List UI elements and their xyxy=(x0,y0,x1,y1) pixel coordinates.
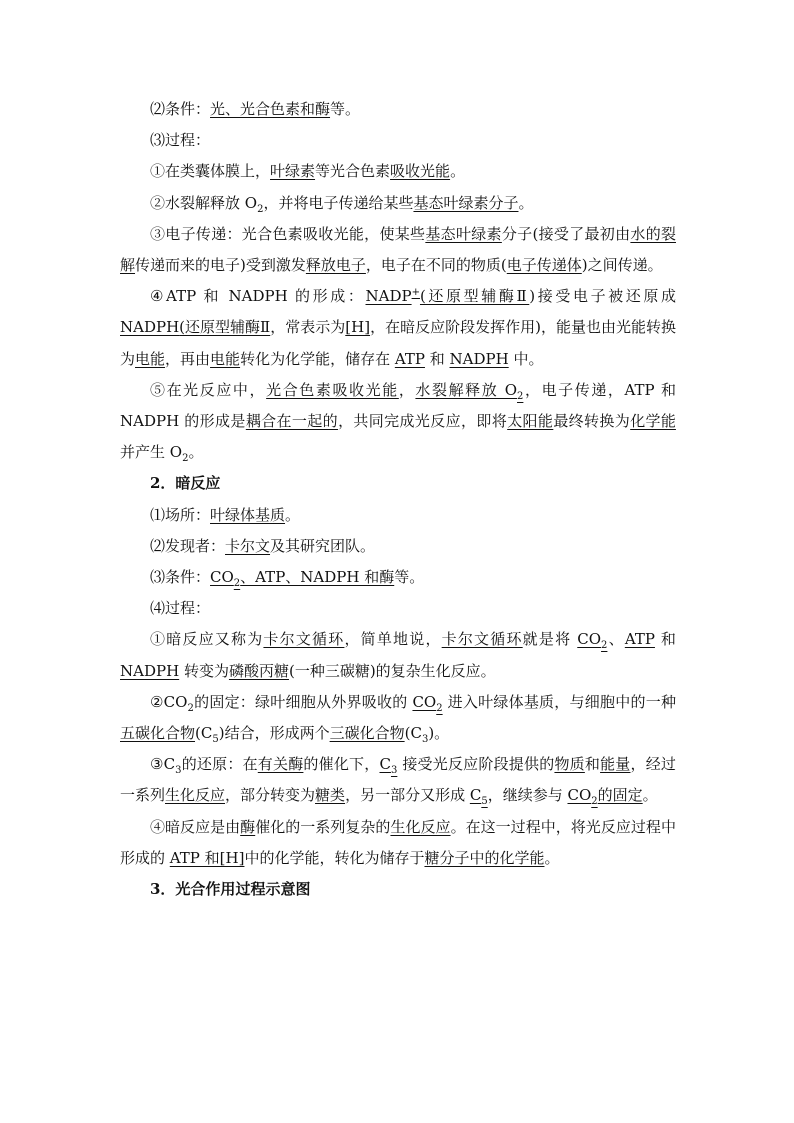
underlined-term: 3 xyxy=(390,765,398,777)
underlined-term: NADPH xyxy=(120,661,180,680)
underlined-term: 化学能 xyxy=(630,412,676,431)
underlined-term: 2 xyxy=(517,390,524,402)
text-segment: ③电子传递：光合色素吸收光能，使某些 xyxy=(150,224,426,243)
paragraph xyxy=(120,531,676,562)
text-segment: 转化为化学能，储存在 xyxy=(240,349,395,368)
underlined-term: 三碳化合物 xyxy=(329,724,405,743)
text-segment: 等。 xyxy=(330,100,361,118)
underlined-term: 叶绿素 xyxy=(270,162,316,181)
text-segment: ，简单地说， xyxy=(344,630,442,649)
underlined-term: NADPH xyxy=(449,349,509,368)
text-segment: (一种三碳糖)的复杂生化反应。 xyxy=(288,661,496,680)
text-segment: 2 xyxy=(187,702,194,714)
text-segment: )结合，形成两个 xyxy=(218,724,330,743)
text-segment: 。在这一过程中，将光反应过程中形成的 xyxy=(120,817,676,867)
text-segment: )接受电子被还原成 xyxy=(529,287,676,306)
underlined-term: 释放电子 xyxy=(305,256,366,275)
paragraph xyxy=(120,624,676,686)
underlined-term: 卡尔文循环 xyxy=(441,630,523,649)
text-segment: 2 xyxy=(257,203,264,215)
underlined-term: 生化反应 xyxy=(390,817,451,836)
underlined-term: CO xyxy=(210,568,234,587)
underlined-term: 耦合在一起的 xyxy=(245,412,339,431)
text-segment: ④ATP 和 NADPH 的形成： xyxy=(150,287,366,306)
underlined-term: CO xyxy=(412,692,437,711)
underlined-term: 、ATP、NADPH 和酶 xyxy=(240,568,395,587)
text-segment: 。 xyxy=(450,162,466,181)
underlined-term: 基态叶绿素分子 xyxy=(413,193,519,212)
text-segment: ①暗反应又称为 xyxy=(150,630,264,649)
underlined-term: [H] xyxy=(345,318,371,337)
text-segment: ， xyxy=(398,380,416,399)
text-segment: 最终转换为 xyxy=(553,412,631,431)
paragraph xyxy=(120,812,676,874)
text-segment: 。 xyxy=(518,193,534,212)
underlined-term: (还原型辅酶Ⅱ xyxy=(179,318,271,337)
text-segment: ，电子传递，ATP 和 NADPH 的形成是 xyxy=(120,380,676,431)
underlined-term: 卡尔文循环 xyxy=(263,630,345,649)
underlined-term: + xyxy=(411,287,420,299)
underlined-term: NADPH xyxy=(120,318,180,337)
text-segment: (C xyxy=(404,724,422,743)
text-segment: )。 xyxy=(428,724,450,743)
paragraph xyxy=(120,500,676,531)
text-segment: 3．光合作用过程示意图 xyxy=(150,880,311,899)
underlined-term: 糖类 xyxy=(315,786,346,805)
text-segment: 和 xyxy=(584,755,601,774)
underlined-term: 能量 xyxy=(600,755,631,774)
text-segment: 接受光反应阶段提供的 xyxy=(397,755,555,774)
text-segment: ③C xyxy=(150,755,176,774)
text-segment: 。 xyxy=(285,505,301,524)
underlined-term: 物质 xyxy=(554,755,585,774)
underlined-term: 2 xyxy=(601,640,608,652)
underlined-term: ATP xyxy=(624,630,655,649)
text-segment: 3 xyxy=(175,765,182,777)
paragraph xyxy=(120,188,676,219)
text-segment: ，电子在不同的物质( xyxy=(365,256,507,275)
underlined-term: C xyxy=(379,755,391,774)
document-body xyxy=(120,94,676,905)
underlined-term: 五碳化合物 xyxy=(120,724,196,743)
underlined-term: ATP xyxy=(394,349,425,368)
underlined-term: 水裂解释放 O xyxy=(415,380,518,399)
text-segment: 等光合色素 xyxy=(315,162,391,181)
text-segment: 中的化学能，转化为储存于 xyxy=(244,848,425,867)
text-segment: 。 xyxy=(544,848,560,867)
paragraph xyxy=(120,219,676,281)
text-segment: 转变为 xyxy=(179,661,229,680)
underlined-term: 2 xyxy=(436,702,443,714)
text-segment: ②水裂解释放 O xyxy=(150,193,258,212)
text-segment: ，在暗反应阶段发挥作用)，能量也由光能转换为 xyxy=(120,318,676,368)
underlined-term: 2 xyxy=(591,796,598,808)
underlined-term: 光合色素吸收光能 xyxy=(266,380,399,399)
text-segment: ④暗反应是由 xyxy=(150,817,241,836)
underlined-term: 太阳能 xyxy=(507,412,554,431)
underlined-term: CO xyxy=(577,630,602,649)
section-heading xyxy=(120,874,676,905)
text-segment: ，经过一系列 xyxy=(120,755,676,805)
underlined-term: NADP xyxy=(365,287,412,306)
paragraph xyxy=(120,749,676,811)
text-segment: ，并将电子传递给某些 xyxy=(263,193,414,212)
paragraph xyxy=(120,593,676,624)
underlined-term: ATP 和[H] xyxy=(169,848,245,867)
text-segment: 2．暗反应 xyxy=(150,474,221,493)
underlined-term: 有关酶 xyxy=(257,755,304,774)
text-segment: ，继续参与 xyxy=(487,786,568,805)
text-segment: 就是将 xyxy=(522,630,578,649)
text-segment: 并产生 O xyxy=(120,443,183,462)
text-segment: 中。 xyxy=(508,349,544,368)
text-segment: 催化的一系列复杂的 xyxy=(255,817,391,836)
underlined-term: CO xyxy=(567,786,592,805)
paragraph xyxy=(120,94,676,125)
text-segment: 2 xyxy=(182,453,189,465)
underlined-term: 生化反应 xyxy=(165,786,226,805)
text-segment: ⑵发现者： xyxy=(150,536,226,555)
text-segment: 的固定：绿叶细胞从外界吸收的 xyxy=(193,692,413,711)
paragraph xyxy=(120,281,676,375)
text-segment: ⑶条件： xyxy=(150,568,211,587)
text-segment: 和 xyxy=(424,349,450,368)
underlined-term: 电能 xyxy=(135,349,166,368)
text-segment: ②CO xyxy=(150,692,188,711)
text-segment: 3 xyxy=(421,734,429,746)
underlined-term: 卡尔文 xyxy=(225,536,271,555)
text-segment: ⑤在光反应中， xyxy=(150,380,267,399)
text-segment: ⑴场所： xyxy=(150,505,211,524)
underlined-term: 2 xyxy=(233,578,241,590)
paragraph xyxy=(120,687,676,749)
underlined-term: 光、光合色素和酶 xyxy=(210,100,331,118)
underlined-term: (还原型辅酶Ⅱ xyxy=(419,287,530,306)
underlined-term: 糖分子中的化学能 xyxy=(424,848,545,867)
underlined-term: 基态叶绿素 xyxy=(425,224,502,243)
text-segment: ⑶过程： xyxy=(150,131,211,150)
underlined-term: 磷酸丙糖 xyxy=(228,661,289,680)
underlined-term: 电能 xyxy=(210,349,241,368)
text-segment: ①在类囊体膜上， xyxy=(150,162,271,181)
text-segment: 的催化下， xyxy=(303,755,380,774)
underlined-term: 酶 xyxy=(240,817,256,836)
text-segment: ，另一部分又形成 xyxy=(345,786,470,805)
text-segment: 进入叶绿体基质，与细胞中的一种 xyxy=(442,692,676,711)
text-segment: 的还原：在 xyxy=(181,755,258,774)
text-segment: 、 xyxy=(607,630,625,649)
text-segment: 。 xyxy=(642,786,658,805)
paragraph xyxy=(120,156,676,187)
text-segment: (C xyxy=(195,724,213,743)
text-segment: ，部分转变为 xyxy=(225,786,316,805)
text-segment: ，常表示为 xyxy=(270,318,346,337)
text-segment: 分子(接受了最初由 xyxy=(501,224,631,243)
text-segment: ，共同完成光反应，即将 xyxy=(338,412,508,431)
underlined-term: 叶绿体基质 xyxy=(210,505,286,524)
text-segment: )之间传递。 xyxy=(581,256,663,275)
text-segment: ⑷过程： xyxy=(150,599,211,618)
text-segment: ⑵条件： xyxy=(150,100,211,118)
paragraph xyxy=(120,562,676,593)
text-segment: 传递而来的电子)受到激发 xyxy=(135,256,306,275)
text-segment: 及其研究团队。 xyxy=(270,536,376,555)
underlined-term: 吸收光能 xyxy=(390,162,451,181)
underlined-term: 的固定 xyxy=(597,786,643,805)
paragraph xyxy=(120,375,676,469)
text-segment: 5 xyxy=(212,734,219,746)
text-segment: 和 xyxy=(654,630,676,649)
underlined-term: 水的裂解 xyxy=(120,224,676,275)
text-segment: 等。 xyxy=(394,568,425,587)
text-segment: 。 xyxy=(188,443,204,462)
underlined-term: 5 xyxy=(481,796,488,808)
text-segment: ，再由 xyxy=(165,349,211,368)
section-heading xyxy=(120,468,676,499)
underlined-term: 电子传递体 xyxy=(506,256,582,275)
underlined-term: C xyxy=(469,786,482,805)
paragraph xyxy=(120,125,676,156)
